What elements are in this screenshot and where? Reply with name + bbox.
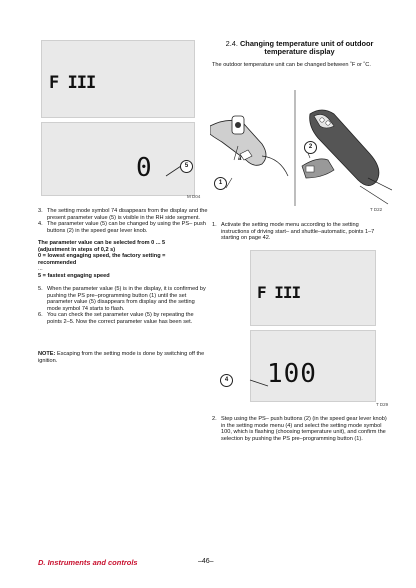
param-line: recommended [38,259,77,266]
label-a: a [238,156,242,162]
callout-1: 1 [214,177,227,190]
image-code: T D29 [376,402,389,407]
leader-line-4 [240,248,390,408]
step-6 [38,312,208,325]
step-5 [38,286,208,312]
param-line: The parameter value can be selected from 0 ... 5 [38,240,166,246]
step-text: You can check the set parameter value (5) by repeating the points 2–5. Now the correct parameter value has been set. [47,312,194,325]
step-text: The setting mode symbol 74 disappears from the display and the present parameter value (5) is visible in the RH side segment. [47,208,208,221]
step-right-1 [212,222,388,242]
lcd-figure-right [224,248,390,408]
image-code: M D04 [187,194,201,199]
step-4 [38,221,208,234]
note [38,351,208,364]
section-number: 2.4. [225,39,238,48]
section-intro [212,62,382,69]
section-title-line2: temperature display [264,47,335,57]
step-number: 3. [38,208,43,214]
note-label: NOTE: [38,351,56,357]
step-number: 4. [38,221,43,228]
leader-line-5 [38,38,208,206]
step-3 [38,208,208,221]
step-2 [212,416,388,442]
lcd-value: 100 [267,359,317,389]
step-1 [212,222,388,242]
steps-3-4 [38,208,208,234]
lcd-value: 0 [136,153,151,183]
step-number: 1. [212,222,217,228]
note-text: Escaping from the setting mode is done by switching off the ignition. [38,351,205,364]
section-title-line1: Changing temperature unit of outdoor [239,39,374,48]
step-text: Step using the PS– push buttons (2) (in the speed gear lever knob) in the setting mode menu (4) and select the setting mode symbol 100, which is flashing (choosing temperature unit), and confirm the selection by pushing the PS pre–programming button (1). [221,416,387,442]
callout-5: 5 [180,160,193,173]
param-line: ... [38,266,43,273]
step-text: The parameter value (5) can be changed by using the PS– push buttons (2) in the speed gear lever knob. [47,221,206,234]
footer-chapter: D. Instruments and controls [38,558,138,567]
section-heading [212,40,387,57]
step-number: 6. [38,312,43,319]
lcd-figure-left [38,38,208,206]
step-text: When the parameter value (5) is in the display, it is confirmed by pushing the PS pre–programming button (1) until the set parameter value (5) disappears from display and the setting mode symbol 74 starts to flash. [47,286,206,312]
param-line: 0 = lowest engaging speed, the factory setting = [38,253,166,260]
lcd-symbol: F III [257,283,301,302]
param-line: (adjustment in steps of 0,2 s) [38,246,116,253]
steps-5-6 [38,286,208,326]
lcd-symbol: F III [49,73,96,93]
param-line: 5 = fastest engaging speed [38,272,110,279]
step-number: 2. [212,416,217,422]
parameter-range-block [38,240,210,280]
callout-2: 2 [304,141,317,154]
callout-4: 4 [220,374,233,387]
step-right-2 [212,416,388,442]
step-text: Activate the setting mode menu according to the setting instructions of driving start– and shuttle–automatic, points 1–7 starting on page 42. [221,222,375,242]
intro-text: The outdoor temperature unit can be changed between ˚F or ˚C. [212,62,371,68]
footer-page-number: –46– [198,558,214,565]
image-code: T D22 [370,207,383,212]
step-number: 5. [38,286,43,292]
gear-lever-figure [210,86,392,214]
gear-lever-illustration [210,86,392,214]
